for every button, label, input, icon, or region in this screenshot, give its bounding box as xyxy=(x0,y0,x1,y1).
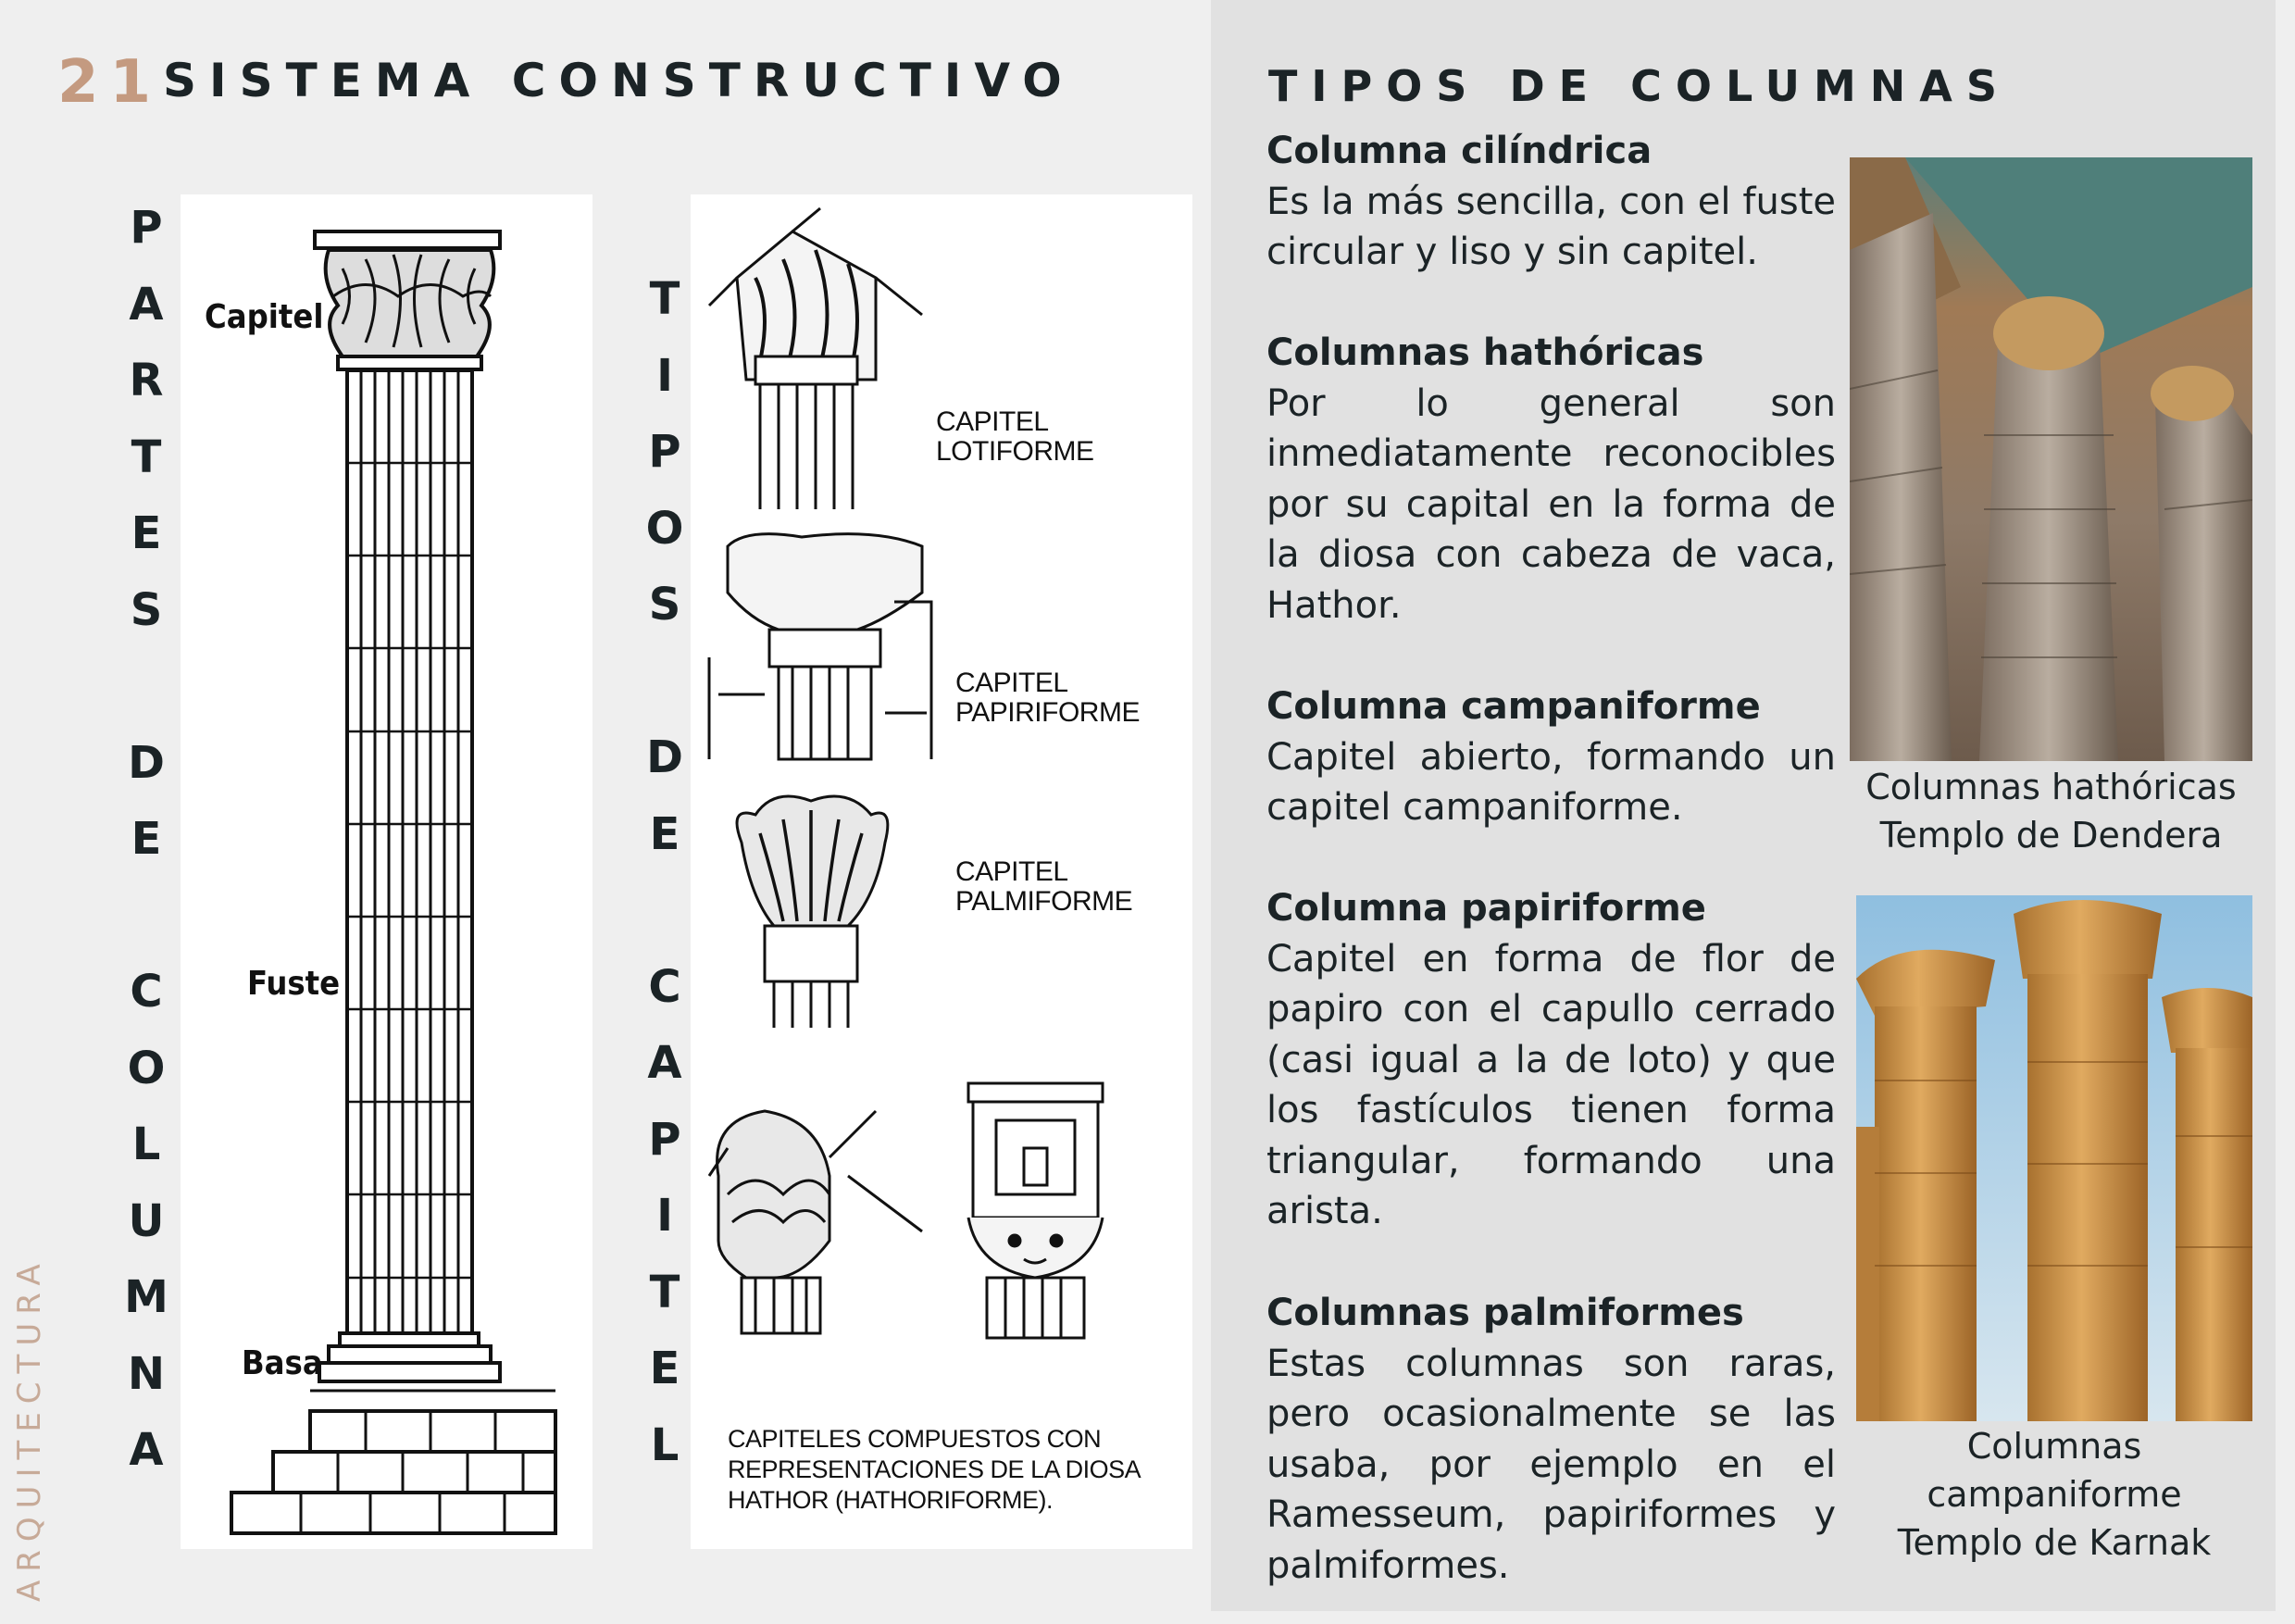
caption-line: Columnas hathóricas xyxy=(1865,767,2237,807)
section-heading: Columna papiriforme xyxy=(1266,887,1706,930)
vertical-letter: I xyxy=(656,1190,673,1242)
vertical-letter: A xyxy=(129,278,164,331)
caption-line: Templo de Dendera xyxy=(1879,815,2223,856)
vertical-title-tipos-de-capitel xyxy=(637,261,692,1483)
label-capitel: Capitel xyxy=(205,298,324,336)
vertical-letter: L xyxy=(650,1418,680,1471)
vertical-gap xyxy=(637,643,692,720)
vertical-letter: R xyxy=(129,355,164,406)
vertical-letter: E xyxy=(131,507,162,559)
photo-dendera-caption xyxy=(1850,763,2252,859)
photo-karnak xyxy=(1856,895,2252,1421)
capital-types-panel xyxy=(691,194,1192,1549)
vertical-letter: A xyxy=(647,1037,682,1089)
vertical-letter: T xyxy=(649,273,680,325)
vertical-gap xyxy=(637,872,692,949)
label-fuste: Fuste xyxy=(247,965,341,1003)
vertical-letter: E xyxy=(131,813,162,865)
vertical-letter: P xyxy=(130,202,163,254)
sidebar-label: ARQUITECTURA xyxy=(11,1255,48,1602)
label-capitel-lotiforme: CAPITEL LOTIFORME xyxy=(936,406,1094,467)
section-body: Estas columnas son raras, pero ocasionalmente se las usaba, por ejemplo en el Ramesseum, papiriformes y palmiformes. xyxy=(1266,1342,1836,1587)
section-hathoricas xyxy=(1266,328,1836,631)
label-capiteles-hathoriforme: CAPITELES COMPUESTOS CON REPRESENTACIONES DE LA DIOSA HATHOR (HATHORIFORME). xyxy=(728,1425,1141,1514)
vertical-letter: O xyxy=(645,502,684,555)
vertical-letter: P xyxy=(648,1113,681,1166)
page-title: SISTEMA CONSTRUCTIVO xyxy=(163,54,1075,107)
section-palmiformes xyxy=(1266,1288,1836,1591)
vertical-gap xyxy=(118,648,174,725)
section-body: Capitel en forma de flor de papiro con el capullo cerrado (casi igual a la de loto) y que los fastículos tienen forma triangular, formando una arista. xyxy=(1266,937,1836,1232)
vertical-letter: C xyxy=(130,966,163,1018)
section-heading: Columnas palmiformes xyxy=(1266,1292,1744,1334)
photo-karnak-caption xyxy=(1856,1422,2252,1567)
vertical-letter: E xyxy=(649,1343,680,1394)
caption-line: Columnas xyxy=(1966,1426,2142,1467)
vertical-letter: D xyxy=(646,731,683,783)
vertical-gap xyxy=(118,878,174,955)
label-capitel-papiriforme: CAPITEL PAPIRIFORME xyxy=(955,668,1140,728)
label-capitel-palmiforme: CAPITEL PALMIFORME xyxy=(955,856,1133,917)
vertical-letter: T xyxy=(131,431,162,483)
vertical-letter: E xyxy=(649,807,680,860)
section-body: Por lo general son inmediatamente reconocibles por su capital en la forma de la diosa con cabeza de vaca, Hathor. xyxy=(1266,381,1836,627)
vertical-letter: T xyxy=(649,1266,680,1318)
vertical-letter: L xyxy=(131,1118,161,1170)
vertical-letter: C xyxy=(648,960,681,1013)
vertical-letter: P xyxy=(648,426,681,478)
caption-line: campaniforme xyxy=(1927,1474,2182,1515)
vertical-letter: D xyxy=(128,736,165,789)
section-title: TIPOS DE COLUMNAS xyxy=(1268,61,2011,111)
section-cilindrica xyxy=(1266,126,1836,278)
vertical-letter: U xyxy=(128,1194,165,1247)
column-diagram-panel xyxy=(181,194,592,1549)
section-papiriforme xyxy=(1266,883,1836,1237)
vertical-letter: M xyxy=(124,1271,168,1323)
vertical-letter: S xyxy=(648,579,681,631)
section-heading: Columna cilíndrica xyxy=(1266,130,1653,172)
vertical-letter: A xyxy=(129,1424,164,1476)
vertical-letter: N xyxy=(127,1347,166,1400)
section-heading: Columnas hathóricas xyxy=(1266,331,1704,374)
vertical-letter: I xyxy=(656,349,673,402)
section-body: Es la más sencilla, con el fuste circular y liso y sin capitel. xyxy=(1266,180,1836,273)
section-body: Capitel abierto, formando un capitel campaniforme. xyxy=(1266,735,1836,829)
photo-dendera xyxy=(1850,157,2252,761)
vertical-title-partes-de-columna xyxy=(118,190,174,1489)
page-number: 21 xyxy=(57,48,163,117)
section-campaniforme xyxy=(1266,681,1836,833)
caption-line: Templo de Karnak xyxy=(1897,1522,2212,1563)
section-heading: Columna campaniforme xyxy=(1266,685,1761,728)
vertical-letter: S xyxy=(130,583,163,636)
label-basa: Basa xyxy=(242,1344,323,1382)
vertical-letter: O xyxy=(127,1042,166,1094)
